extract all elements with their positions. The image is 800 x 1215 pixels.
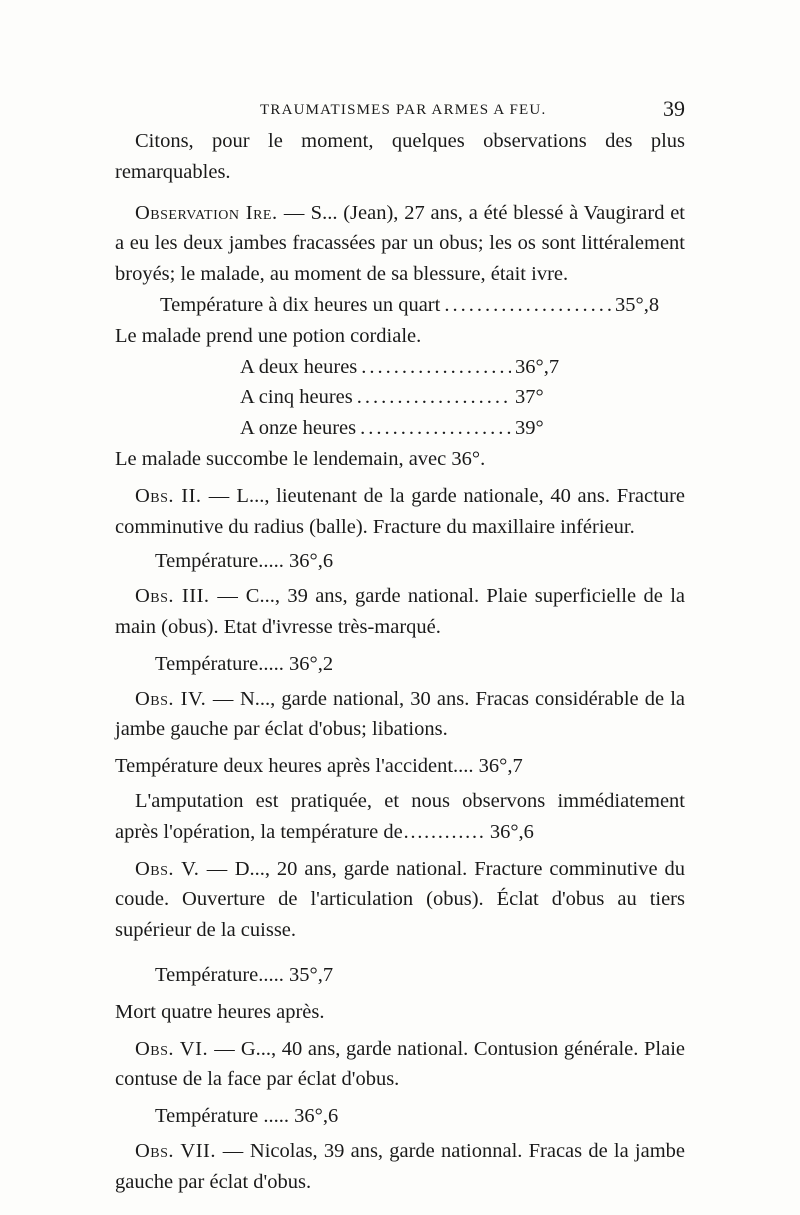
obs4-amputation: L'amputation est pratiquée, et nous observons immédiatement après l'opération, la température de………… 36°,6 <box>115 789 685 843</box>
observation-1-label: Observation Ire. — <box>135 201 305 224</box>
reading-label: A cinq heures <box>240 386 353 409</box>
observation-5-text: D..., 20 ans, garde national. Fracture comminutive du coude. Ouverture de l'articulation (obus). Éclat d'obus au tiers supérieur de la cuisse. <box>115 857 685 942</box>
reading-label: A deux heures <box>240 355 358 378</box>
observation-7-label: Obs. VII. — <box>135 1139 244 1162</box>
obs4-amputation-value: 36°,6 <box>489 820 534 843</box>
observation-6-text: G..., 40 ans, garde national. Contusion générale. Plaie contuse de la face par éclat d'obus. <box>115 1037 686 1091</box>
observation-3-label: Obs. III. — <box>135 585 239 608</box>
obs4-amputation-text: L'amputation est pratiquée, et nous observons immédiatement après l'opération, la température de <box>115 789 685 843</box>
observation-7-text: Nicolas, 39 ans, garde nationnal. Fracas de la jambe gauche par éclat d'obus. <box>115 1139 685 1193</box>
obs3-temperature: Température..... 36°,2 <box>155 652 334 675</box>
obs1-temperature-value: 35°,8 <box>615 293 660 316</box>
obs1-reading-3 <box>240 413 585 444</box>
dot-leader <box>361 352 511 383</box>
running-title: TRAUMATISMES PAR ARMES A FEU. <box>260 102 547 118</box>
observation-1-text: S... (Jean), 27 ans, a été blessé à Vaugirard et a eu les deux jambes fracassées par un obus; les os sont littéralement broyés; le malade, au moment de sa blessure, était ivre. <box>115 201 686 286</box>
observation-7 <box>115 1136 685 1198</box>
observation-2-text: L..., lieutenant de la garde nationale, 40 ans. Fracture comminutive du radius (balle). Fracture du maxillaire inférieur. <box>115 484 685 538</box>
observation-6-label: Obs. VI. — <box>135 1037 236 1060</box>
page-header <box>115 96 685 126</box>
observation-4-label: Obs. IV. — <box>135 687 234 710</box>
obs1-potion: Le malade prend une potion cordiale. <box>115 324 422 347</box>
observation-3-text: C..., 39 ans, garde national. Plaie superficielle de la main (obus). Etat d'ivresse très-marqué. <box>115 585 685 638</box>
obs1-temperature-line <box>160 290 685 321</box>
dot-leader <box>357 382 511 413</box>
observation-4-text: N..., garde national, 30 ans. Fracas considérable de la jambe gauche par éclat d'obus; libations. <box>115 687 685 741</box>
obs1-outcome: Le malade succombe le lendemain, avec 36°. <box>115 447 486 470</box>
reading-value: 36°,7 <box>515 355 560 378</box>
observation-4 <box>115 684 685 746</box>
obs5-temperature: Température..... 35°,7 <box>155 963 334 986</box>
observation-5 <box>115 854 685 946</box>
reading-value: 37° <box>515 386 544 409</box>
reading-label: A onze heures <box>240 417 357 440</box>
intro-paragraph: Citons, pour le moment, quelques observations des plus remarquables. <box>115 130 685 183</box>
obs4-temperature: Température deux heures après l'accident.... 36°,7 <box>115 755 523 778</box>
observation-2 <box>115 481 685 543</box>
dot-leader <box>360 413 511 444</box>
reading-value: 39° <box>515 417 544 440</box>
page-number: 39 <box>663 96 685 121</box>
observation-6 <box>115 1034 685 1096</box>
page-body <box>115 126 685 1198</box>
obs5-outcome: Mort quatre heures après. <box>115 1000 325 1023</box>
obs1-reading-2 <box>240 382 585 413</box>
obs1-reading-1 <box>240 352 585 383</box>
observation-1 <box>115 198 685 290</box>
obs2-temperature: Température..... 36°,6 <box>155 550 334 573</box>
obs6-temperature: Température ..... 36°,6 <box>155 1105 339 1128</box>
obs1-temperature-label: Température à dix heures un quart <box>160 293 441 316</box>
observation-2-label: Obs. II. — <box>135 484 230 507</box>
dot-leader <box>444 290 611 321</box>
observation-5-label: Obs. V. — <box>135 857 228 880</box>
observation-3 <box>115 581 685 643</box>
